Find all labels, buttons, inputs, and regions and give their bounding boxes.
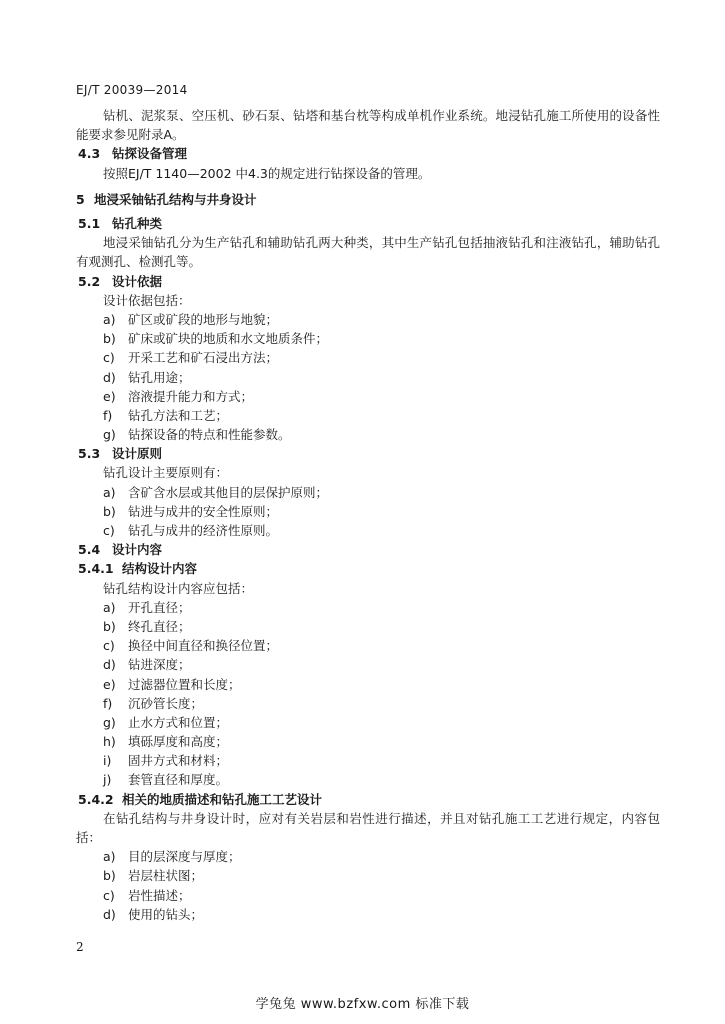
list-item — [76, 713, 660, 732]
list-text: 岩层柱状图； — [128, 868, 204, 884]
section-5-4-heading — [76, 540, 660, 559]
section-number: 5.4 — [78, 542, 101, 558]
list-item — [76, 866, 660, 885]
section-title: 钻探设备管理 — [112, 146, 188, 162]
intro-paragraph: 钻机、泥浆泵、空压机、砂石泵、钻塔和基台枕等构成单机作业系统。地浸钻孔施工所使用的设备性能要求参见附录A。 — [76, 108, 660, 143]
section-4-3-text: 按照EJ/T 1140—2002 中4.3的规定进行钻探设备的管理。 — [103, 165, 431, 181]
list-item — [76, 521, 660, 540]
list-text: 套管直径和厚度。 — [128, 772, 229, 788]
section-title: 设计内容 — [112, 542, 163, 558]
list-marker: c) — [103, 523, 115, 538]
list-text: 钻进与成井的安全性原则； — [128, 503, 279, 519]
list-text: 钻孔用途； — [128, 369, 191, 385]
list-item — [76, 694, 660, 713]
list-item — [76, 348, 660, 367]
list-item — [76, 598, 660, 617]
list-marker: a) — [103, 599, 116, 615]
list-marker: g) — [103, 427, 116, 443]
section-5-4-1-lead: 钻孔结构设计内容应包括： — [103, 580, 254, 596]
section-5-2-list — [76, 310, 660, 444]
section-5-1-paragraph: 地浸采铀钻孔分为生产钻孔和辅助钻孔两大种类，其中生产钻孔包括抽液钻孔和注液钻孔，辅助钻孔有观测孔、检测孔等。 — [76, 235, 660, 270]
list-marker: c) — [103, 887, 115, 903]
section-number: 5 — [76, 191, 85, 207]
section-5-3-lead: 钻孔设计主要原则有： — [103, 465, 229, 481]
list-item — [76, 847, 660, 866]
list-text: 止水方式和位置； — [128, 714, 229, 730]
list-text: 矿床或矿块的地质和水文地质条件； — [128, 331, 329, 347]
list-item — [76, 425, 660, 444]
section-5-3-list — [76, 483, 660, 541]
list-text: 换径中间直径和换径位置； — [128, 638, 279, 654]
list-marker: f) — [103, 407, 113, 423]
list-marker: f) — [103, 695, 113, 711]
list-item — [76, 636, 660, 655]
list-item — [76, 886, 660, 905]
list-marker: b) — [103, 618, 116, 634]
list-text: 含矿含水层或其他目的层保护原则； — [128, 484, 329, 500]
list-marker: b) — [103, 331, 116, 347]
section-5-4-2-paragraph: 在钻孔结构与井身设计时，应对有关岩层和岩性进行描述，并且对钻孔施工工艺进行规定，内容包括： — [76, 810, 660, 846]
list-marker: d) — [103, 369, 116, 385]
list-item — [76, 675, 660, 694]
list-item — [76, 770, 660, 789]
section-title: 设计依据 — [112, 273, 163, 289]
list-item — [76, 483, 660, 502]
list-marker: h) — [103, 734, 116, 750]
list-marker: c) — [103, 350, 115, 366]
list-marker: b) — [103, 868, 116, 884]
section-title: 结构设计内容 — [122, 561, 198, 577]
list-marker: b) — [103, 503, 116, 519]
section-5-1-heading — [76, 214, 660, 233]
list-item — [76, 310, 660, 329]
list-item — [76, 387, 660, 406]
list-text: 终孔直径； — [128, 618, 191, 634]
list-marker: d) — [103, 906, 116, 922]
section-number: 5.1 — [78, 215, 101, 231]
list-text: 钻孔方法和工艺； — [128, 407, 229, 423]
section-title: 钻孔种类 — [112, 215, 163, 231]
list-item — [76, 617, 660, 636]
list-text: 填砾厚度和高度； — [128, 734, 229, 750]
section-number: 5.3 — [78, 446, 101, 462]
list-marker: a) — [103, 311, 116, 327]
list-item — [76, 732, 660, 751]
list-item — [76, 502, 660, 521]
section-5-4-2-heading — [76, 790, 660, 809]
list-text: 钻孔与成井的经济性原则。 — [128, 523, 279, 538]
list-marker: e) — [103, 388, 116, 404]
watermark-footer: 学兔兔 www.bzfxw.com 标准下载 — [255, 997, 470, 1012]
list-marker: e) — [103, 676, 116, 692]
list-text: 过滤器位置和长度； — [128, 676, 241, 692]
list-text: 矿区或矿段的地形与地貌； — [128, 311, 279, 327]
section-5-4-2-list — [76, 847, 660, 924]
list-text: 开孔直径； — [128, 599, 191, 615]
list-item — [76, 368, 660, 387]
section-title: 地浸采铀钻孔结构与井身设计 — [94, 191, 257, 207]
list-text: 使用的钻头； — [128, 906, 204, 922]
section-4-3-heading — [76, 144, 660, 163]
list-text: 沉砂管长度； — [128, 695, 204, 711]
list-text: 钻探设备的特点和性能参数。 — [128, 427, 291, 443]
list-item — [76, 905, 660, 924]
list-item — [76, 751, 660, 770]
list-text: 目的层深度与厚度； — [128, 849, 241, 865]
page-number: 2 — [76, 940, 84, 954]
list-text: 岩性描述； — [128, 887, 191, 903]
list-text: 钻进深度； — [128, 657, 191, 673]
list-marker: d) — [103, 657, 116, 673]
section-title: 设计原则 — [112, 446, 163, 462]
list-text: 溶液提升能力和方式； — [128, 388, 254, 404]
list-marker: i) — [103, 753, 112, 769]
list-item — [76, 655, 660, 674]
section-number: 4.3 — [78, 146, 101, 162]
list-marker: j) — [103, 772, 112, 788]
section-number: 5.4.1 — [78, 561, 114, 577]
list-item — [76, 329, 660, 348]
list-marker: a) — [103, 484, 116, 500]
section-5-heading — [76, 190, 660, 209]
section-5-3-heading — [76, 444, 660, 463]
list-item — [76, 406, 660, 425]
section-5-2-lead: 设计依据包括： — [103, 292, 191, 308]
section-number: 5.4.2 — [78, 791, 114, 807]
standard-code: EJ/T 20039—2014 — [76, 83, 188, 97]
section-5-4-1-heading — [76, 559, 660, 578]
section-title: 相关的地质描述和钻孔施工工艺设计 — [122, 791, 323, 807]
list-marker: a) — [103, 849, 116, 865]
list-text: 固井方式和材料； — [128, 753, 229, 769]
page-content — [76, 106, 660, 924]
section-number: 5.2 — [78, 273, 101, 289]
section-5-2-heading — [76, 272, 660, 291]
list-marker: c) — [103, 638, 115, 654]
list-text: 开采工艺和矿石浸出方法； — [128, 350, 279, 366]
section-5-4-1-list — [76, 598, 660, 790]
list-marker: g) — [103, 714, 116, 730]
